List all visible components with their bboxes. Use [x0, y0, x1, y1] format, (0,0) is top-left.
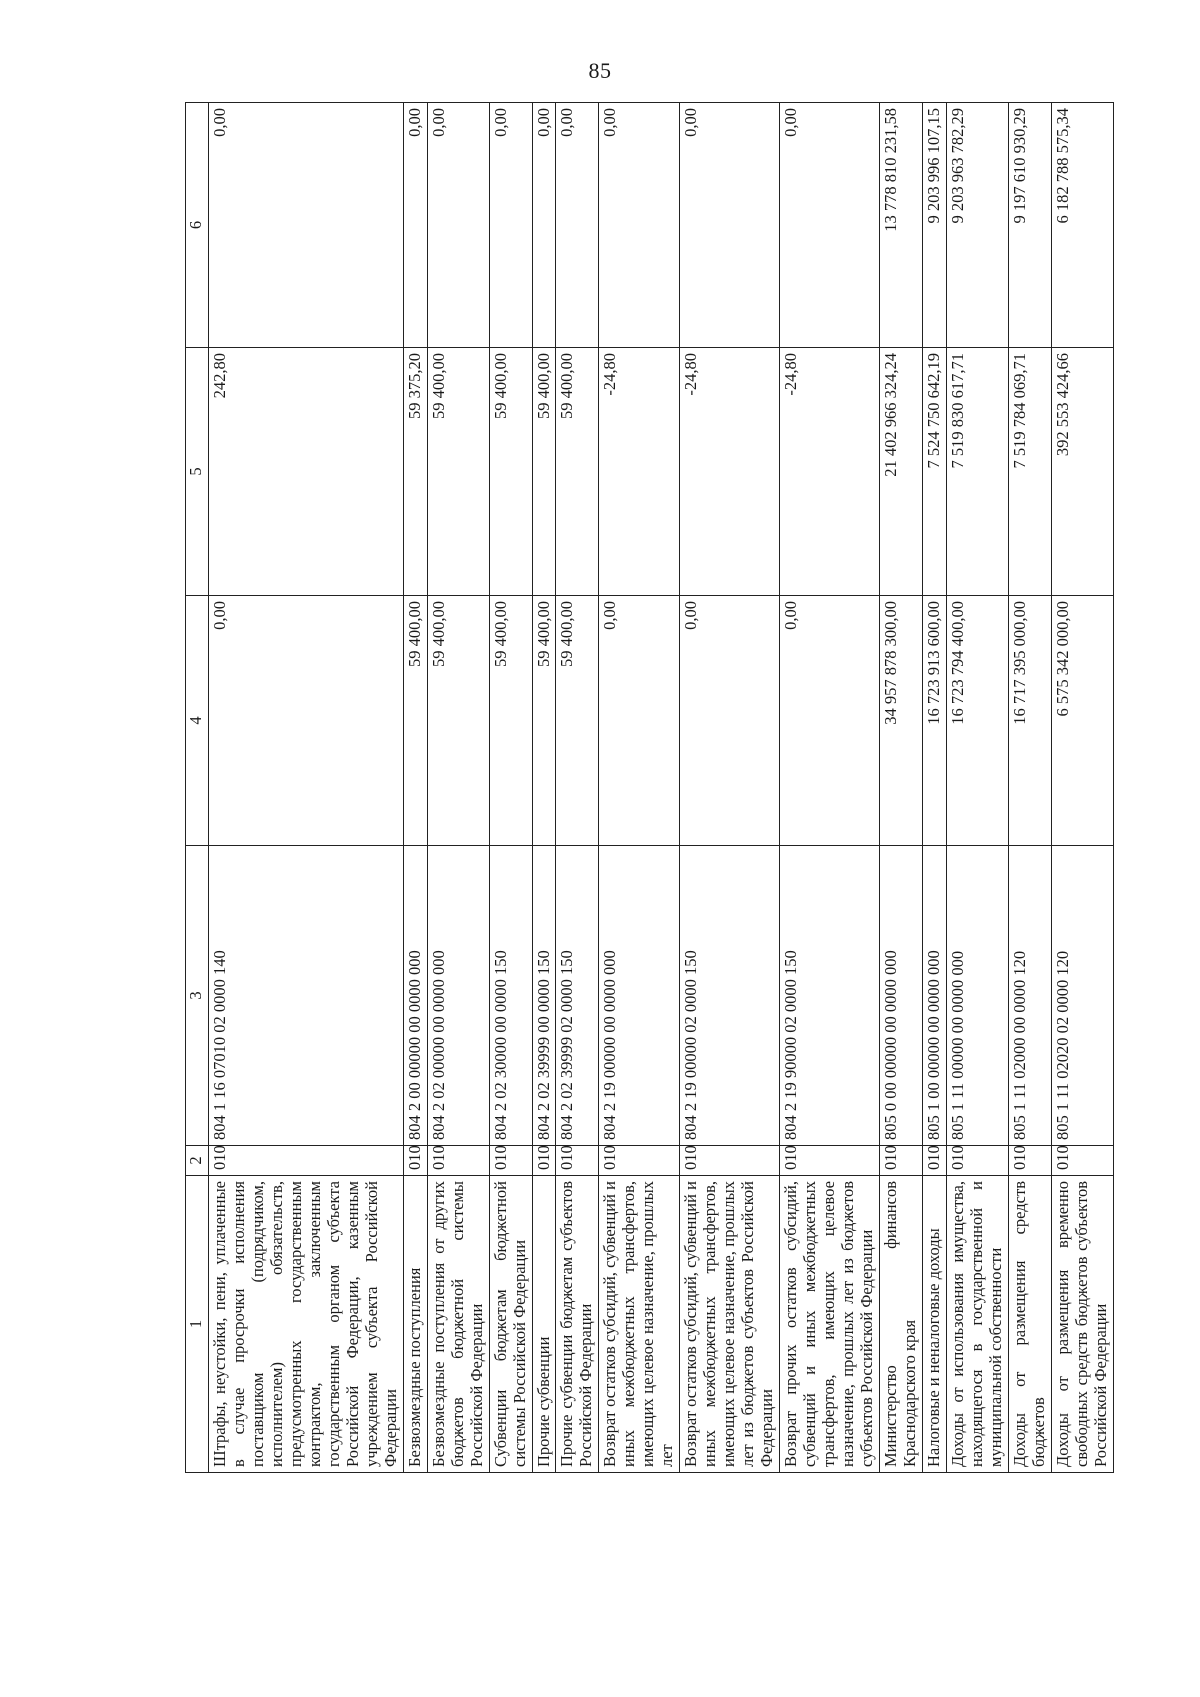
- amount-col-5: 59 400,00: [427, 348, 489, 596]
- column-header: 6: [186, 103, 209, 348]
- row-name: Министерство финансов Краснодарского края: [879, 1176, 922, 1473]
- column-header: 2: [186, 1146, 209, 1176]
- amount-col-4: 59 400,00: [556, 596, 599, 846]
- amount-col-5: 7 519 830 617,71: [946, 348, 1008, 596]
- amount-col-6: 0,00: [209, 103, 404, 348]
- row-code: 010: [879, 1146, 922, 1176]
- amount-col-5: -24,80: [680, 348, 780, 596]
- amount-col-5: -24,80: [599, 348, 680, 596]
- row-name: Возврат остатков субсидий, субвенций и иных межбюджетных трансфертов, имеющих целевое назначение, прошлых лет из бюджетов субъектов Российской Федерации: [680, 1176, 780, 1473]
- row-name: Штрафы, неустойки, пени, уплаченные в случае просрочки исполнения поставщиком (подрядчиком, исполнителем) обязательств, предусмотренных государственным контрактом, заключенным государственным органом субъекта Российской Федерации, казенным учреждением субъекта Российской Федерации: [209, 1176, 404, 1473]
- budget-classification-code: 804 2 19 00000 00 0000 000: [599, 846, 680, 1146]
- table-row: [599, 103, 680, 1473]
- table-row: [1051, 103, 1113, 1473]
- amount-col-5: 7 519 784 069,71: [1008, 348, 1051, 596]
- row-code: 010: [427, 1146, 489, 1176]
- amount-col-6: 9 203 963 782,29: [946, 103, 1008, 348]
- amount-col-6: 0,00: [556, 103, 599, 348]
- row-name: Доходы от размещения временно свободных средств бюджетов субъектов Российской Федерации: [1051, 1176, 1113, 1473]
- row-code: 010: [532, 1146, 556, 1176]
- budget-classification-code: 805 1 00 00000 00 0000 000: [922, 846, 946, 1146]
- table-row: [922, 103, 946, 1473]
- budget-classification-code: 804 2 19 00000 02 0000 150: [680, 846, 780, 1146]
- amount-col-4: 0,00: [780, 596, 880, 846]
- rotated-table-container: [185, 103, 1110, 1473]
- row-code: 010: [556, 1146, 599, 1176]
- amount-col-4: 16 717 395 000,00: [1008, 596, 1051, 846]
- budget-classification-code: 805 1 11 02000 00 0000 120: [1008, 846, 1051, 1146]
- amount-col-5: -24,80: [780, 348, 880, 596]
- row-code: 010: [780, 1146, 880, 1176]
- row-name: Субвенции бюджетам бюджетной системы Российской Федерации: [489, 1176, 532, 1473]
- row-name: Доходы от использования имущества, находящегося в государственной и муниципальной собственности: [946, 1176, 1008, 1473]
- row-code: 010: [403, 1146, 427, 1176]
- amount-col-4: 59 400,00: [532, 596, 556, 846]
- budget-classification-code: 804 2 02 00000 00 0000 000: [427, 846, 489, 1146]
- amount-col-6: 0,00: [680, 103, 780, 348]
- amount-col-6: 0,00: [427, 103, 489, 348]
- amount-col-5: 59 400,00: [489, 348, 532, 596]
- amount-col-5: 392 553 424,66: [1051, 348, 1113, 596]
- row-code: 010: [599, 1146, 680, 1176]
- amount-col-5: 7 524 750 642,19: [922, 348, 946, 596]
- row-code: 010: [489, 1146, 532, 1176]
- amount-col-6: 0,00: [403, 103, 427, 348]
- table-row: [680, 103, 780, 1473]
- row-code: 010: [209, 1146, 404, 1176]
- budget-classification-code: 805 0 00 00000 00 0000 000: [879, 846, 922, 1146]
- amount-col-4: 0,00: [680, 596, 780, 846]
- table-row: [780, 103, 880, 1473]
- table-row: [532, 103, 556, 1473]
- table-row: [403, 103, 427, 1473]
- row-name: Безвозмездные поступления от других бюджетов бюджетной системы Российской Федерации: [427, 1176, 489, 1473]
- row-name: Прочие субвенции: [532, 1176, 556, 1473]
- column-number-row: [186, 103, 209, 1473]
- amount-col-6: 0,00: [489, 103, 532, 348]
- row-name: Возврат остатков субсидий, субвенций и иных межбюджетных трансфертов, имеющих целевое назначение, прошлых лет: [599, 1176, 680, 1473]
- column-header: 1: [186, 1176, 209, 1473]
- budget-classification-code: 804 2 02 30000 00 0000 150: [489, 846, 532, 1146]
- column-header: 3: [186, 846, 209, 1146]
- row-code: 010: [1008, 1146, 1051, 1176]
- amount-col-6: 13 778 810 231,58: [879, 103, 922, 348]
- column-header: 5: [186, 348, 209, 596]
- budget-classification-code: 805 1 11 00000 00 0000 000: [946, 846, 1008, 1146]
- row-name: Безвозмездные поступления: [403, 1176, 427, 1473]
- amount-col-4: 59 400,00: [427, 596, 489, 846]
- budget-classification-code: 804 2 02 39999 02 0000 150: [556, 846, 599, 1146]
- budget-classification-code: 804 1 16 07010 02 0000 140: [209, 846, 404, 1146]
- amount-col-5: 59 400,00: [556, 348, 599, 596]
- budget-classification-code: 804 2 19 90000 02 0000 150: [780, 846, 880, 1146]
- table-row: [946, 103, 1008, 1473]
- revenue-table: [185, 102, 1114, 1473]
- amount-col-4: 0,00: [209, 596, 404, 846]
- row-code: 010: [922, 1146, 946, 1176]
- amount-col-6: 9 197 610 930,29: [1008, 103, 1051, 348]
- amount-col-4: 16 723 913 600,00: [922, 596, 946, 846]
- amount-col-4: 59 400,00: [489, 596, 532, 846]
- row-name: Доходы от размещения средств бюджетов: [1008, 1176, 1051, 1473]
- row-name: Налоговые и неналоговые доходы: [922, 1176, 946, 1473]
- amount-col-5: 21 402 966 324,24: [879, 348, 922, 596]
- amount-col-5: 59 375,20: [403, 348, 427, 596]
- row-code: 010: [946, 1146, 1008, 1176]
- amount-col-6: 0,00: [532, 103, 556, 348]
- amount-col-4: 59 400,00: [403, 596, 427, 846]
- amount-col-4: 34 957 878 300,00: [879, 596, 922, 846]
- budget-classification-code: 804 2 02 39999 00 0000 150: [532, 846, 556, 1146]
- row-code: 010: [680, 1146, 780, 1176]
- table-row: [209, 103, 404, 1473]
- amount-col-6: 0,00: [599, 103, 680, 348]
- table-row: [427, 103, 489, 1473]
- amount-col-6: 0,00: [780, 103, 880, 348]
- amount-col-6: 9 203 996 107,15: [922, 103, 946, 348]
- column-header: 4: [186, 596, 209, 846]
- amount-col-5: 242,80: [209, 348, 404, 596]
- amount-col-6: 6 182 788 575,34: [1051, 103, 1113, 348]
- row-name: Возврат прочих остатков субсидий, субвенций и иных межбюджетных трансфертов, имеющих целевое назначение, прошлых лет из бюджетов субъектов Российской Федерации: [780, 1176, 880, 1473]
- budget-classification-code: 805 1 11 02020 02 0000 120: [1051, 846, 1113, 1146]
- amount-col-4: 0,00: [599, 596, 680, 846]
- table-row: [556, 103, 599, 1473]
- amount-col-5: 59 400,00: [532, 348, 556, 596]
- budget-classification-code: 804 2 00 00000 00 0000 000: [403, 846, 427, 1146]
- table-row: [1008, 103, 1051, 1473]
- row-code: 010: [1051, 1146, 1113, 1176]
- table-row: [879, 103, 922, 1473]
- amount-col-4: 6 575 342 000,00: [1051, 596, 1113, 846]
- row-name: Прочие субвенции бюджетам субъектов Российской Федерации: [556, 1176, 599, 1473]
- table-row: [489, 103, 532, 1473]
- amount-col-4: 16 723 794 400,00: [946, 596, 1008, 846]
- page-number: 85: [588, 58, 612, 83]
